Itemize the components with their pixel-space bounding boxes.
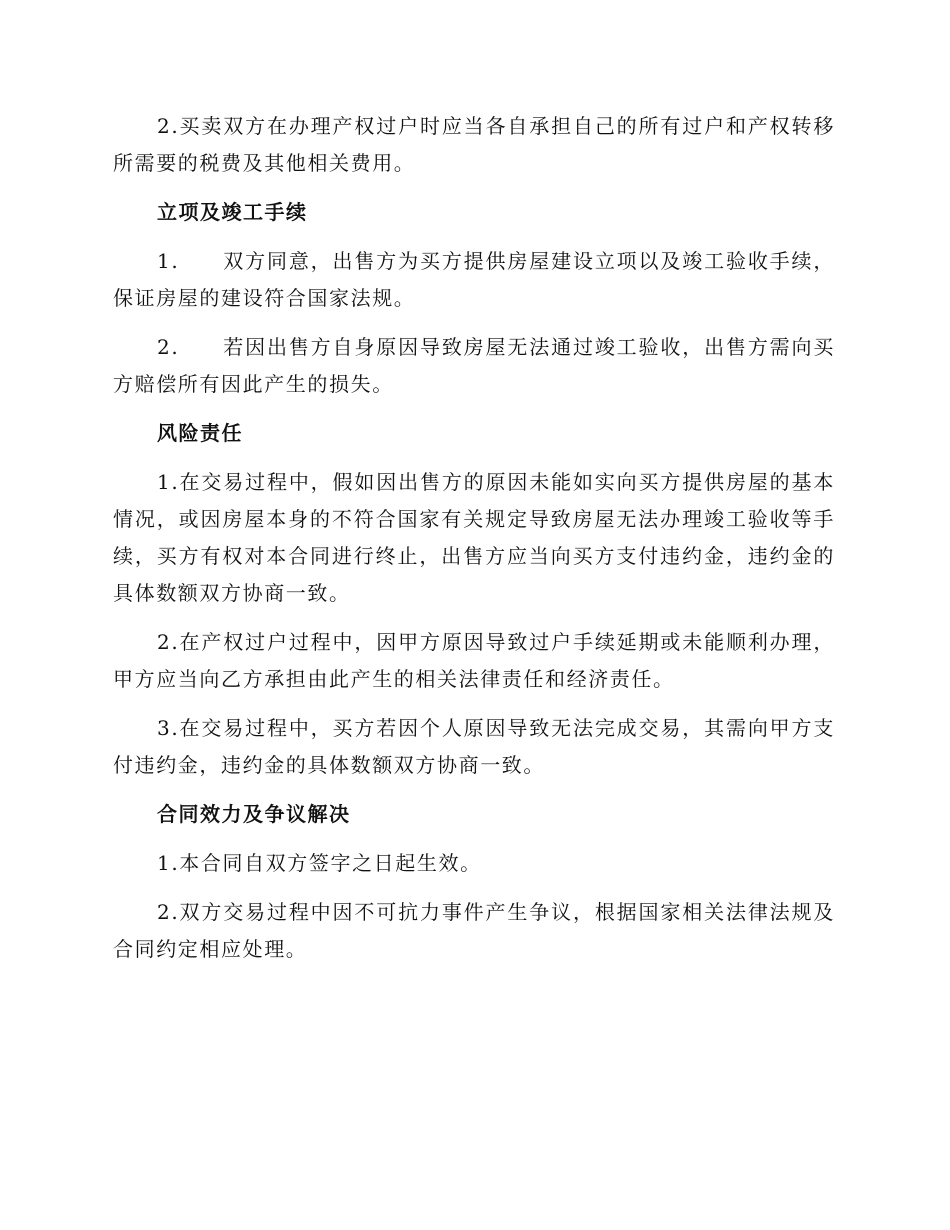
- paragraph-risk-2: 2.在产权过户过程中，因甲方原因导致过户手续延期或未能顺利办理，甲方应当向乙方承担由此产生的相关法律责任和经济责任。: [113, 630, 835, 691]
- paragraph-validity-2: 2.双方交易过程中因不可抗力事件产生争议，根据国家相关法律法规及合同约定相应处理。: [113, 900, 835, 961]
- paragraph-risk-1: 1.在交易过程中，假如因出售方的原因未能如实向买方提供房屋的基本情况，或因房屋本身的不符合国家有关规定导致房屋无法办理竣工验收等手续，买方有权对本合同进行终止，出售方应当向买方支付违约金，违约金的具体数额双方协商一致。: [113, 470, 835, 605]
- paragraph-text: 若因出售方自身原因导致房屋无法通过竣工验收，出售方需向买方赔偿所有因此产生的损失。: [113, 335, 835, 396]
- paragraph-approval-1: [113, 243, 835, 317]
- section-heading-approval-completion: 立项及竣工手续: [157, 200, 308, 224]
- section-heading-risk-liability: 风险责任: [157, 421, 243, 445]
- paragraph-validity-1: 1.本合同自双方签字之日起生效。: [157, 851, 482, 875]
- paragraph-tax-fees: 2.买卖双方在办理产权过户时应当各自承担自己的所有过户和产权转移所需要的税费及其他相关费用。: [113, 114, 835, 175]
- paragraph-text: 双方同意，出售方为买方提供房屋建设立项以及竣工验收手续，保证房屋的建设符合国家法规。: [113, 249, 835, 310]
- paragraph-number: 1.: [157, 249, 180, 273]
- paragraph-number: 2.: [157, 335, 180, 359]
- section-heading-validity-disputes: 合同效力及争议解决: [157, 802, 351, 826]
- document-body: [113, 108, 835, 980]
- paragraph-risk-3: 3.在交易过程中，买方若因个人原因导致无法完成交易，其需向甲方支付违约金，违约金的具体数额双方协商一致。: [113, 716, 835, 777]
- paragraph-approval-2: [113, 329, 835, 403]
